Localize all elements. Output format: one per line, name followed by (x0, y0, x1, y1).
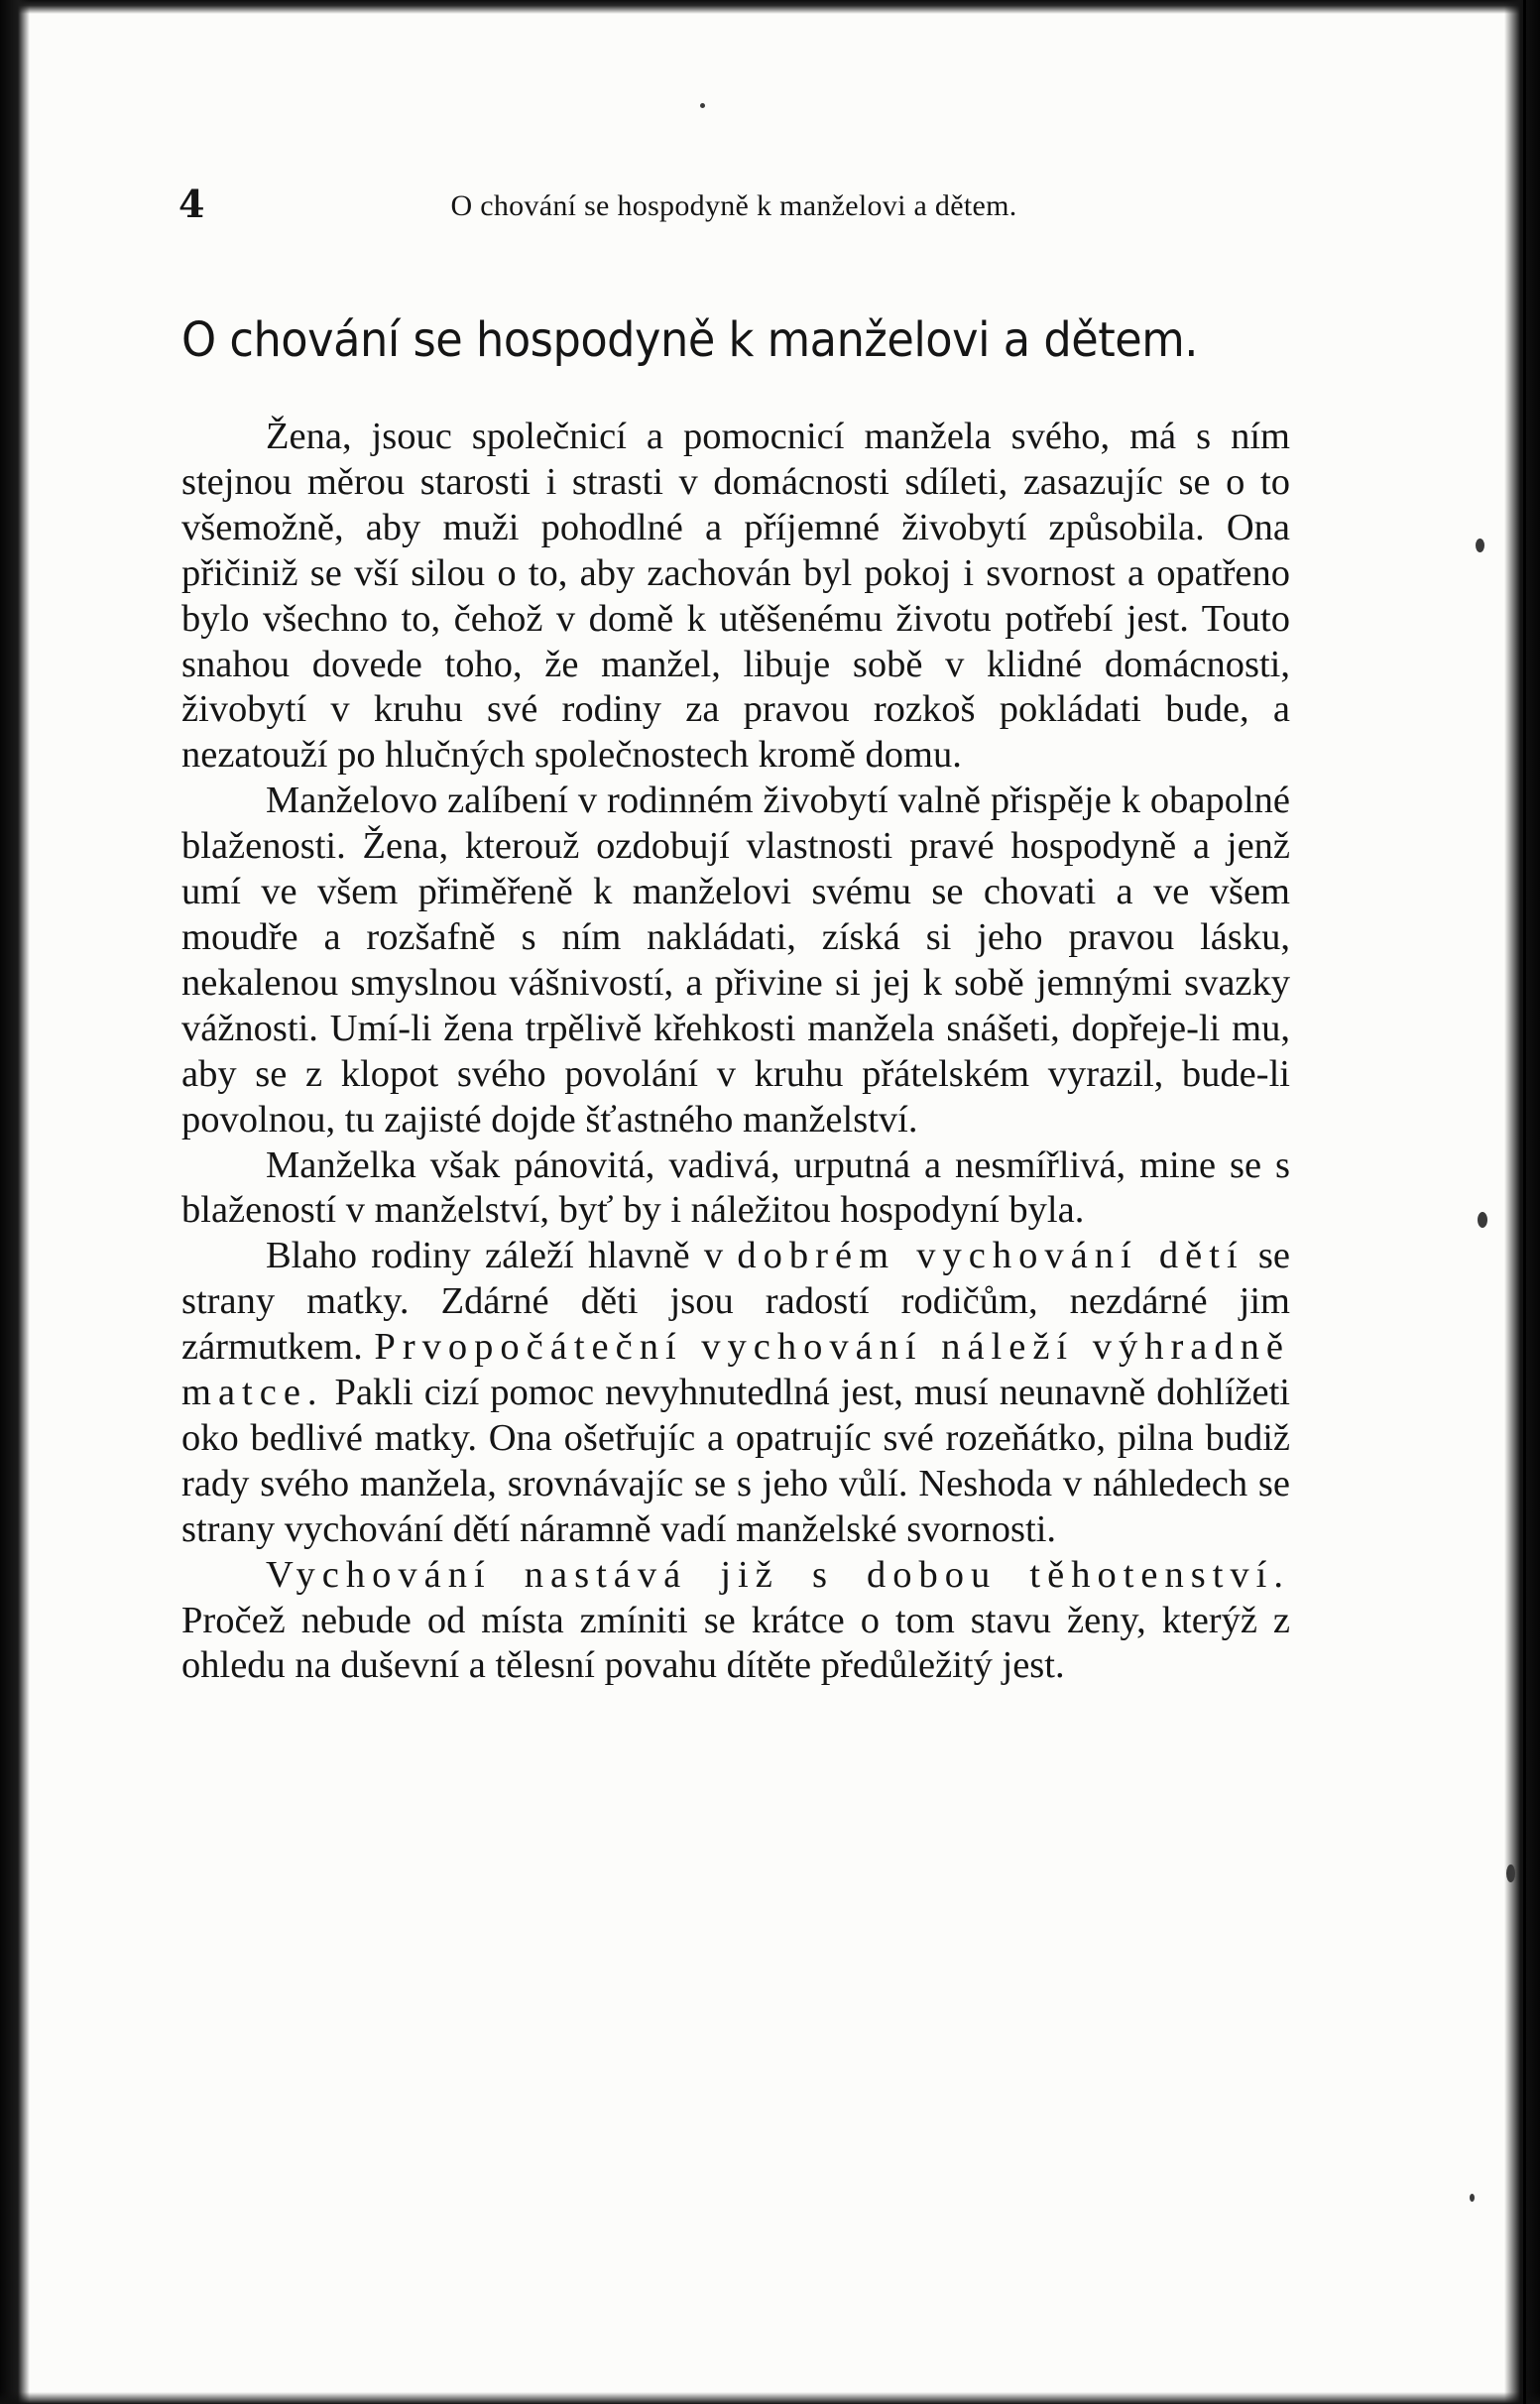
scan-speck (700, 103, 705, 108)
chapter-title: O chování se hospodyně k manželovi a dětem. (181, 312, 1199, 368)
paragraph-3: Manželka však pánovitá, vadivá, urputná a nesmířlivá, mine se s blažeností v manželství, byť by i náležitou hospodyní byla. (181, 1143, 1290, 1232)
scan-edge-left (0, 0, 30, 2404)
scan-edge-right (1504, 0, 1540, 2404)
paragraph-4 (181, 1234, 1290, 1552)
paragraph-4-text: Pakli cizí pomoc nevyhnutedlná jest, musí neunavně dohlížeti oko bedlivé matky. Ona ošetřujíc a opatrujíc své rozeňátko, pilna budiž rady svého manžela, srovnávajíc se s jeho vůlí. Neshoda v náhledech se strany vychování dětí náramně vadí manželské svornosti. (181, 1372, 1290, 1550)
scan-edge-bottom (0, 2392, 1540, 2404)
scan-speck (1506, 1864, 1515, 1882)
paragraph-5 (181, 1553, 1290, 1690)
scan-speck (1470, 2194, 1475, 2202)
paragraph-1: Žena, jsouc společnicí a pomocnicí manžela svého, má s ním stejnou měrou starosti i strasti v domácnosti sdíleti, zasazujíc se o to všemožně, aby muži pohodlné a příjemné živobytí způsobila. Ona přičiniž se vší silou o to, aby zachován byl pokoj i svornost a opatřeno bylo všechno to, čehož v domě k utěšenému životu potřebí jest. Touto snahou dovede toho, že manžel, libuje sobě v klidné domácnosti, živobytí v kruhu své rodiny za pravou rozkoš pokládati bude, a nezatouží po hlučných společnostech kromě domu. (181, 416, 1290, 777)
emphasis-spaced: dobrém vychování dětí (737, 1235, 1244, 1277)
paragraph-2: Manželovo zalíbení v rodinném živobytí valně přispěje k obapolné blaženosti. Žena, kterouž ozdobují vlastnosti pravé hospodyně a jenž umí ve všem přiměřeně k manželovi svému se chovati a ve všem moudře a rozšafně s ním nakládati, získá si jeho pravou lásku, nekalenou smyslnou vášnivostí, a přivine si jej k sobě jemnými svazky vážnosti. Umí-li žena trpělivě křehkosti manžela snášeti, dopřeje-li mu, aby se z klopot svého povolání v kruhu přátelském vyrazil, bude-li povolnou, tu zajisté dojde šťastného manželství. (181, 780, 1290, 1141)
scan-speck (1476, 539, 1484, 552)
running-title: O chování se hospodyně k manželovi a dětem. (450, 189, 1017, 222)
running-header (178, 181, 1289, 226)
binding-line (1523, 0, 1526, 2404)
paragraph-4-text: se strany matky. Zdárné děti jsou radostí rodičům, nezdárné jim zármutkem. (181, 1235, 1290, 1369)
paragraph-4-text: Blaho rodiny záleží hlavně v (266, 1235, 738, 1277)
emphasis-spaced: Vychování nastává již s dobou těhotenství. (266, 1553, 1290, 1596)
paragraph-5-text: Pročež nebude od místa zmíniti se krátce o tom stavu ženy, kterýž z ohledu na duševní a tělesní povahu dítěte předůležitý jest. (181, 1599, 1290, 1687)
body-text (181, 415, 1290, 1689)
scan-edge-top (0, 0, 1540, 14)
scan-speck (1478, 1212, 1487, 1228)
page-number: 4 (178, 181, 205, 226)
emphasis-spaced: Prvopočáteční vychování náleží výhradně matce. (181, 1326, 1290, 1414)
